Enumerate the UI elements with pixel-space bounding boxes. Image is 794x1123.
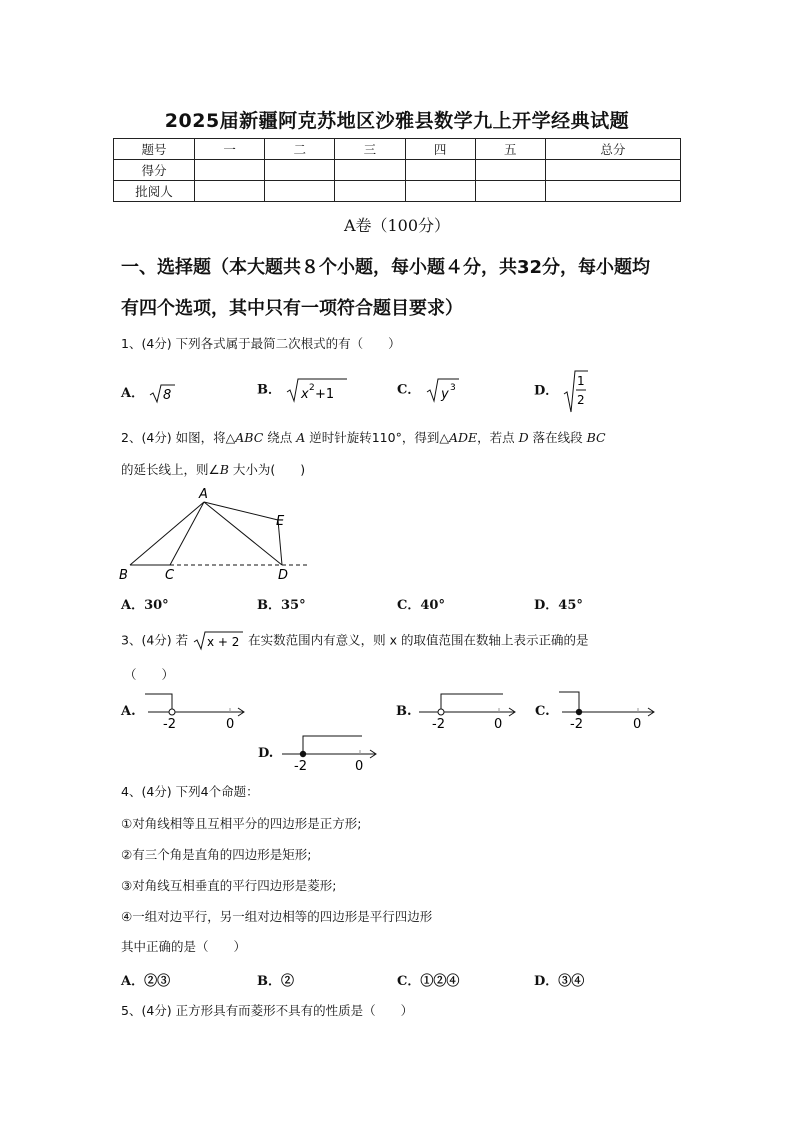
score-table xyxy=(113,138,681,202)
point-label-e: E xyxy=(276,514,285,529)
point-label-c: C xyxy=(165,568,175,583)
sqrt-icon xyxy=(285,376,349,404)
q3-numberline-d[interactable] xyxy=(278,730,382,774)
q1-option-d[interactable] xyxy=(534,368,590,414)
q3-option-c-label[interactable]: C. xyxy=(535,704,550,719)
q2-var: ABC xyxy=(235,430,264,445)
q2-text: 落在线段 xyxy=(528,430,587,445)
q4-option-b[interactable]: B．② xyxy=(257,974,294,989)
tick-label: 0 xyxy=(226,717,235,732)
option-label: A． xyxy=(121,386,145,401)
q4-question: 其中正确的是（ ） xyxy=(121,939,247,954)
open-circle-icon xyxy=(169,709,175,715)
header-cell: 总分 xyxy=(545,139,680,160)
exam-title: 2025届新疆阿克苏地区沙雅县数学九上开学经典试题 xyxy=(164,110,630,132)
header-cell: 一 xyxy=(195,139,265,160)
q5-stem: 5、(4分) 正方形具有而菱形不具有的性质是（ ） xyxy=(121,1003,414,1018)
q4-item: ①对角线相等且互相平分的四边形是正方形; xyxy=(121,816,362,831)
q4-option-d[interactable]: D．③④ xyxy=(534,974,585,989)
radicand-base: y xyxy=(440,387,449,402)
fraction-denominator: 2 xyxy=(577,393,586,407)
sqrt-icon xyxy=(192,630,244,652)
grader-cell[interactable] xyxy=(405,181,475,202)
q2-stem-line2 xyxy=(121,460,305,478)
q3-numberline-a[interactable] xyxy=(140,688,250,732)
q3-option-b-label[interactable]: B. xyxy=(396,704,412,719)
point-label-a: A xyxy=(199,487,208,502)
q2-var: BC xyxy=(586,430,606,445)
tick-label: -2 xyxy=(432,717,445,732)
q2-option-c[interactable]: C．40° xyxy=(397,598,445,613)
q3-text: 3、(4分) 若 xyxy=(121,632,189,648)
q1-stem: 1、(4分) 下列各式属于最简二次根式的有（ ） xyxy=(121,336,401,351)
q2-var: D xyxy=(518,430,529,445)
tick-label: 0 xyxy=(633,717,642,732)
q2-var: B xyxy=(219,462,229,477)
filled-circle-icon xyxy=(576,709,582,715)
q1-option-c[interactable] xyxy=(397,376,461,404)
q2-text: 的延长线上，则∠ xyxy=(121,462,220,477)
radicand: 8 xyxy=(163,387,172,403)
header-cell: 三 xyxy=(335,139,405,160)
q3-numberline-c[interactable] xyxy=(554,688,660,732)
score-table-header-row xyxy=(114,139,681,160)
q3-stem xyxy=(121,630,588,652)
option-label: D． xyxy=(534,383,559,399)
header-cell: 二 xyxy=(265,139,335,160)
grader-cell[interactable] xyxy=(475,181,545,202)
row-label: 得分 xyxy=(114,160,195,181)
q1-option-a[interactable] xyxy=(121,382,176,405)
header-cell: 四 xyxy=(405,139,475,160)
point-label-d: D xyxy=(278,568,289,583)
grader-row xyxy=(114,181,681,202)
option-label: B． xyxy=(257,382,281,398)
q4-item: ③对角线互相垂直的平行四边形是菱形; xyxy=(121,878,337,893)
tick-label: -2 xyxy=(570,717,583,732)
score-cell[interactable] xyxy=(545,160,680,181)
tick-label: 0 xyxy=(355,759,364,774)
q2-var: ADE xyxy=(448,430,478,445)
q3-option-a-label[interactable]: A. xyxy=(121,704,136,719)
grader-cell[interactable] xyxy=(335,181,405,202)
q4-stem: 4、(4分) 下列4个命题： xyxy=(121,784,259,799)
radicand-exp: 3 xyxy=(449,383,456,393)
q2-figure xyxy=(112,485,322,585)
section-heading-line2: 有四个选项，其中只有一项符合题目要求） xyxy=(121,298,463,319)
segment-ab xyxy=(130,502,204,565)
grader-cell[interactable] xyxy=(545,181,680,202)
tick-label: 0 xyxy=(494,717,503,732)
q4-item: ②有三个角是直角的四边形是矩形; xyxy=(121,847,312,862)
q2-option-b[interactable]: B．35° xyxy=(257,598,306,613)
q3-text: 在实数范围内有意义，则 x 的取值范围在数轴上表示正确的是 xyxy=(248,632,589,648)
score-cell[interactable] xyxy=(265,160,335,181)
tick-label: -2 xyxy=(294,759,307,774)
segment-ac xyxy=(170,502,204,565)
q2-option-a[interactable]: A．30° xyxy=(121,598,169,613)
q2-text: 大小为( ) xyxy=(228,462,306,477)
sqrt-icon xyxy=(148,383,176,405)
q2-stem-line1 xyxy=(121,428,606,446)
q4-option-a[interactable]: A．②③ xyxy=(121,974,171,989)
score-cell[interactable] xyxy=(195,160,265,181)
q2-text: 绕点 xyxy=(263,430,297,445)
q4-item: ④一组对边平行，另一组对边相等的四边形是平行四边形 xyxy=(121,909,433,924)
radicand: x + 2 xyxy=(207,635,240,649)
score-cell[interactable] xyxy=(335,160,405,181)
row-label: 批阅人 xyxy=(114,181,195,202)
q1-option-b[interactable] xyxy=(257,376,349,404)
header-cell: 题号 xyxy=(114,139,195,160)
q3-option-d-label[interactable]: D. xyxy=(258,746,274,761)
q3-paren: （ ） xyxy=(124,667,175,682)
q2-text: 2、(4分) 如图，将△ xyxy=(121,430,236,445)
header-cell: 五 xyxy=(475,139,545,160)
fraction-numerator: 1 xyxy=(577,374,586,388)
filled-circle-icon xyxy=(300,751,306,757)
score-row xyxy=(114,160,681,181)
radicand-rest: +1 xyxy=(315,387,335,402)
grader-cell[interactable] xyxy=(265,181,335,202)
section-heading-line1: 一、选择题（本大题共８个小题，每小题４分，共32分，每小题均 xyxy=(121,257,651,278)
radicand-exp: 2 xyxy=(309,383,315,393)
q2-option-d[interactable]: D．45° xyxy=(534,598,583,613)
score-cell[interactable] xyxy=(475,160,545,181)
tick-label: -2 xyxy=(163,717,176,732)
sqrt-icon xyxy=(562,368,590,414)
score-cell[interactable] xyxy=(405,160,475,181)
sqrt-icon xyxy=(425,376,461,404)
q4-option-c[interactable]: C．①②④ xyxy=(397,974,460,989)
q2-var: A xyxy=(296,430,306,445)
q2-text: 逆时针旋转110°，得到△ xyxy=(305,430,449,445)
option-label: C． xyxy=(397,382,421,398)
q2-text: ，若点 xyxy=(477,430,519,445)
point-label-b: B xyxy=(119,568,128,583)
volume-label: A卷（100分） xyxy=(343,216,451,235)
q3-numberline-b[interactable] xyxy=(415,688,525,732)
radicand-base: x xyxy=(301,387,309,402)
open-circle-icon xyxy=(438,709,444,715)
grader-cell[interactable] xyxy=(195,181,265,202)
